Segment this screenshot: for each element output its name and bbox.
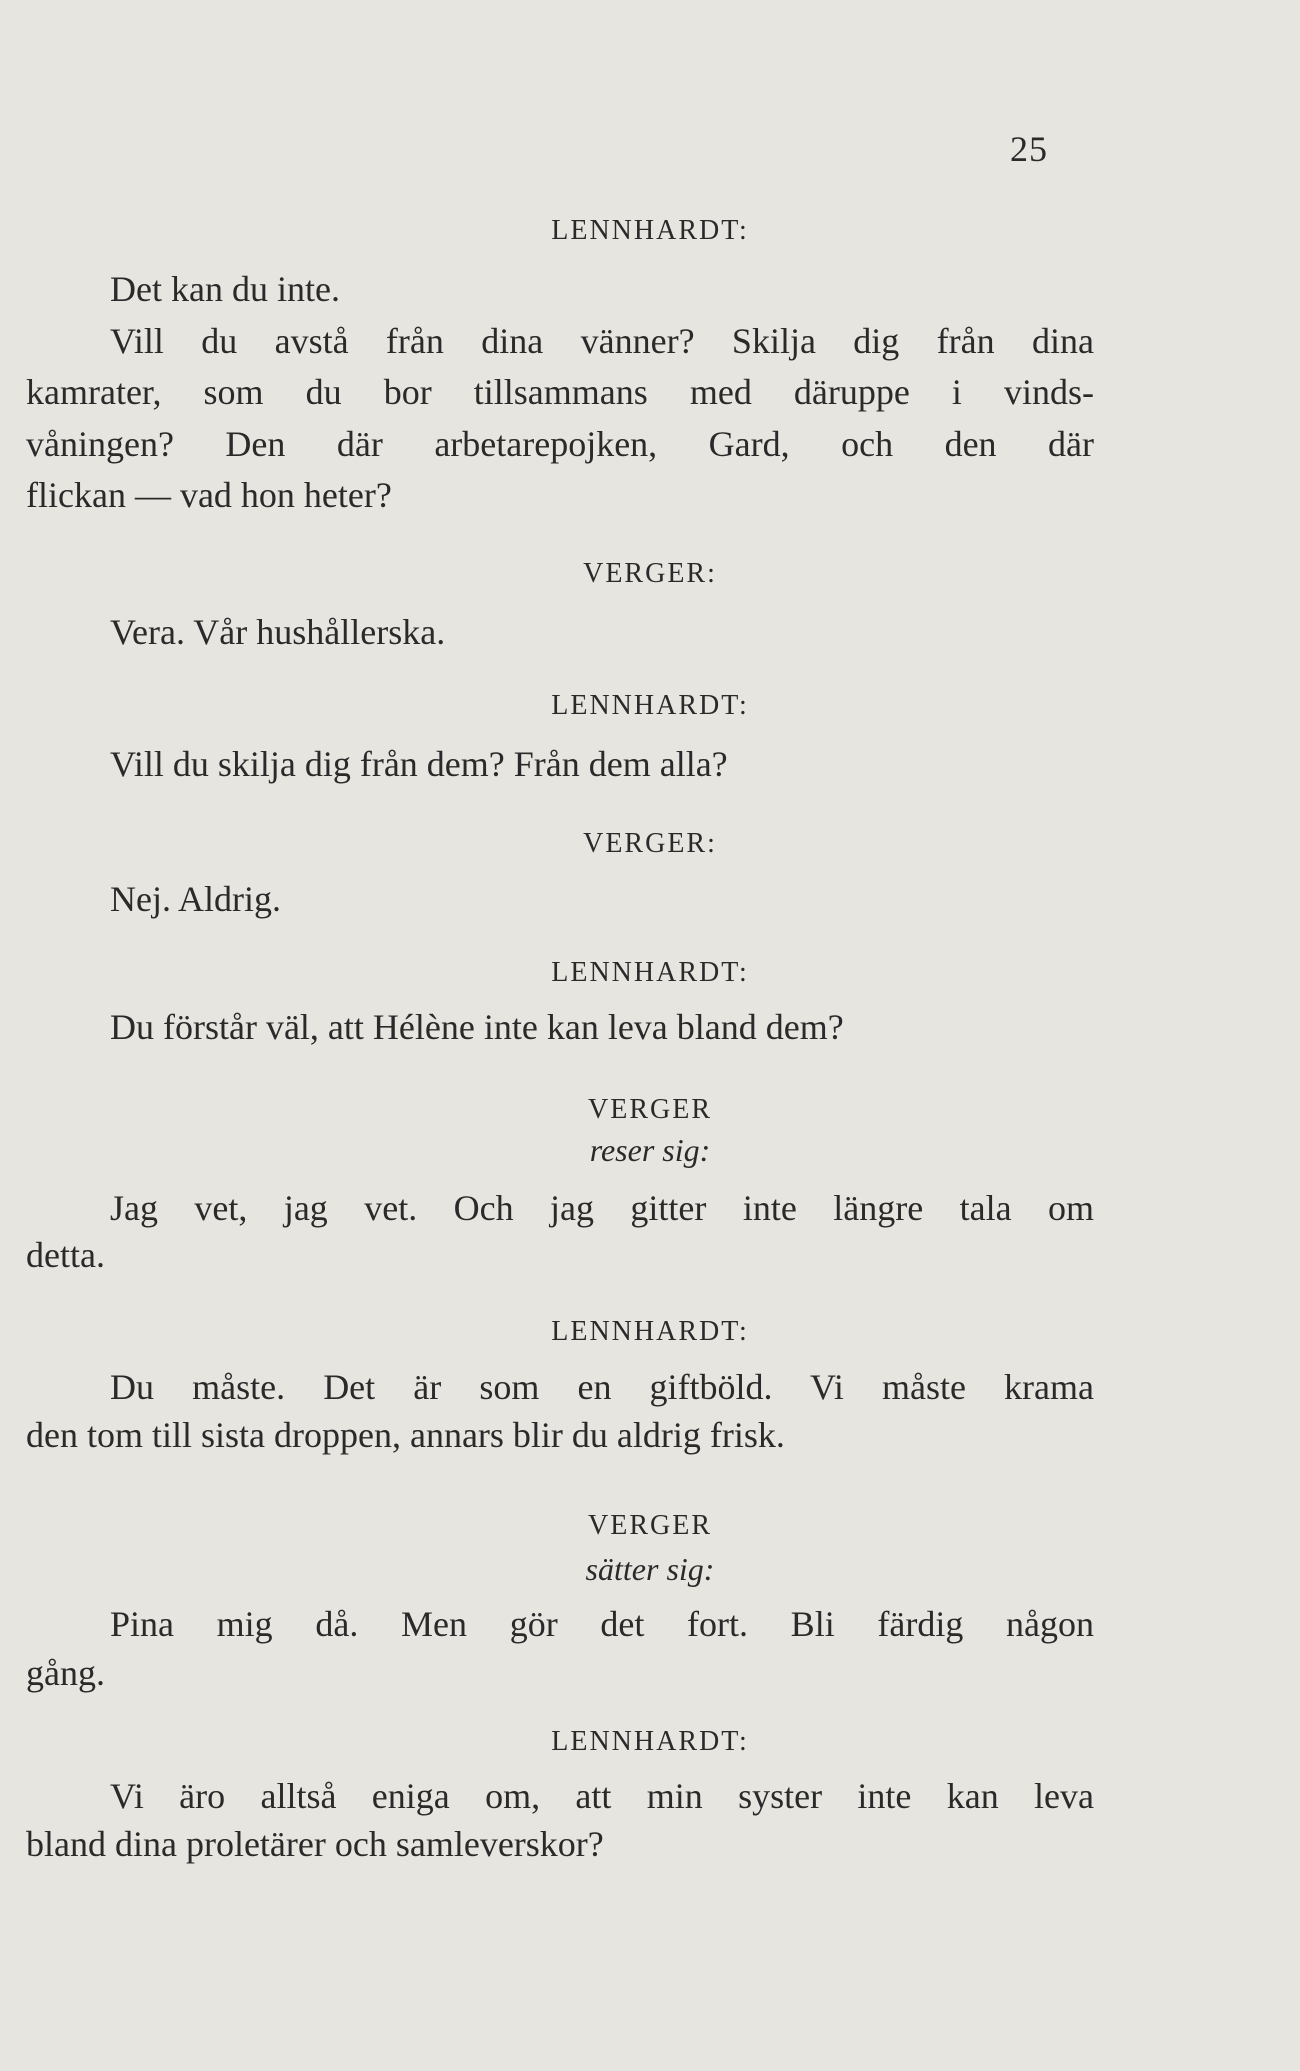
speaker-name: VERGER [588,1510,712,1541]
dialogue-line: gång. [26,1653,105,1693]
dialogue-line: våningen? Den där arbetarepojken, Gard, och den där [26,424,1094,464]
dialogue-line: Du förstår väl, att Hélène inte kan leva bland dem? [110,1007,844,1047]
dialogue-line: Vera. Vår hushållerska. [110,612,446,652]
dialogue-line: Det kan du inte. [110,269,340,309]
dialogue-line: Nej. Aldrig. [110,879,281,919]
dialogue-line: bland dina proletärer och samleverskor? [26,1824,604,1864]
dialogue-line: Jag vet, jag vet. Och jag gitter inte längre tala om [110,1188,1094,1228]
stage-direction: sätter sig: [585,1551,715,1587]
speaker-name: VERGER: [583,558,717,589]
speaker-name: VERGER [588,1094,712,1125]
dialogue-line: Pina mig då. Men gör det fort. Bli färdig någon [110,1604,1094,1644]
dialogue-line: Du måste. Det är som en giftböld. Vi måste krama [110,1367,1094,1407]
dialogue-line: kamrater, som du bor tillsammans med däruppe i vinds- [26,372,1094,412]
speaker-name: LENNHARDT: [551,1726,749,1757]
speaker-name: VERGER: [583,828,717,859]
dialogue-line: Vi äro alltså eniga om, att min syster inte kan leva [110,1776,1094,1816]
speaker-name: LENNHARDT: [551,215,749,246]
page-number: 25 [1010,129,1048,169]
speaker-name: LENNHARDT: [551,690,749,721]
dialogue-line: detta. [26,1235,105,1275]
dialogue-line: flickan — vad hon heter? [26,475,392,515]
dialogue-line: Vill du avstå från dina vänner? Skilja dig från dina [110,321,1094,361]
dialogue-line: den tom till sista droppen, annars blir du aldrig frisk. [26,1415,785,1455]
speaker-name: LENNHARDT: [551,957,749,988]
dialogue-line: Vill du skilja dig från dem? Från dem alla? [110,744,728,784]
speaker-name: LENNHARDT: [551,1316,749,1347]
stage-direction: reser sig: [589,1132,711,1168]
